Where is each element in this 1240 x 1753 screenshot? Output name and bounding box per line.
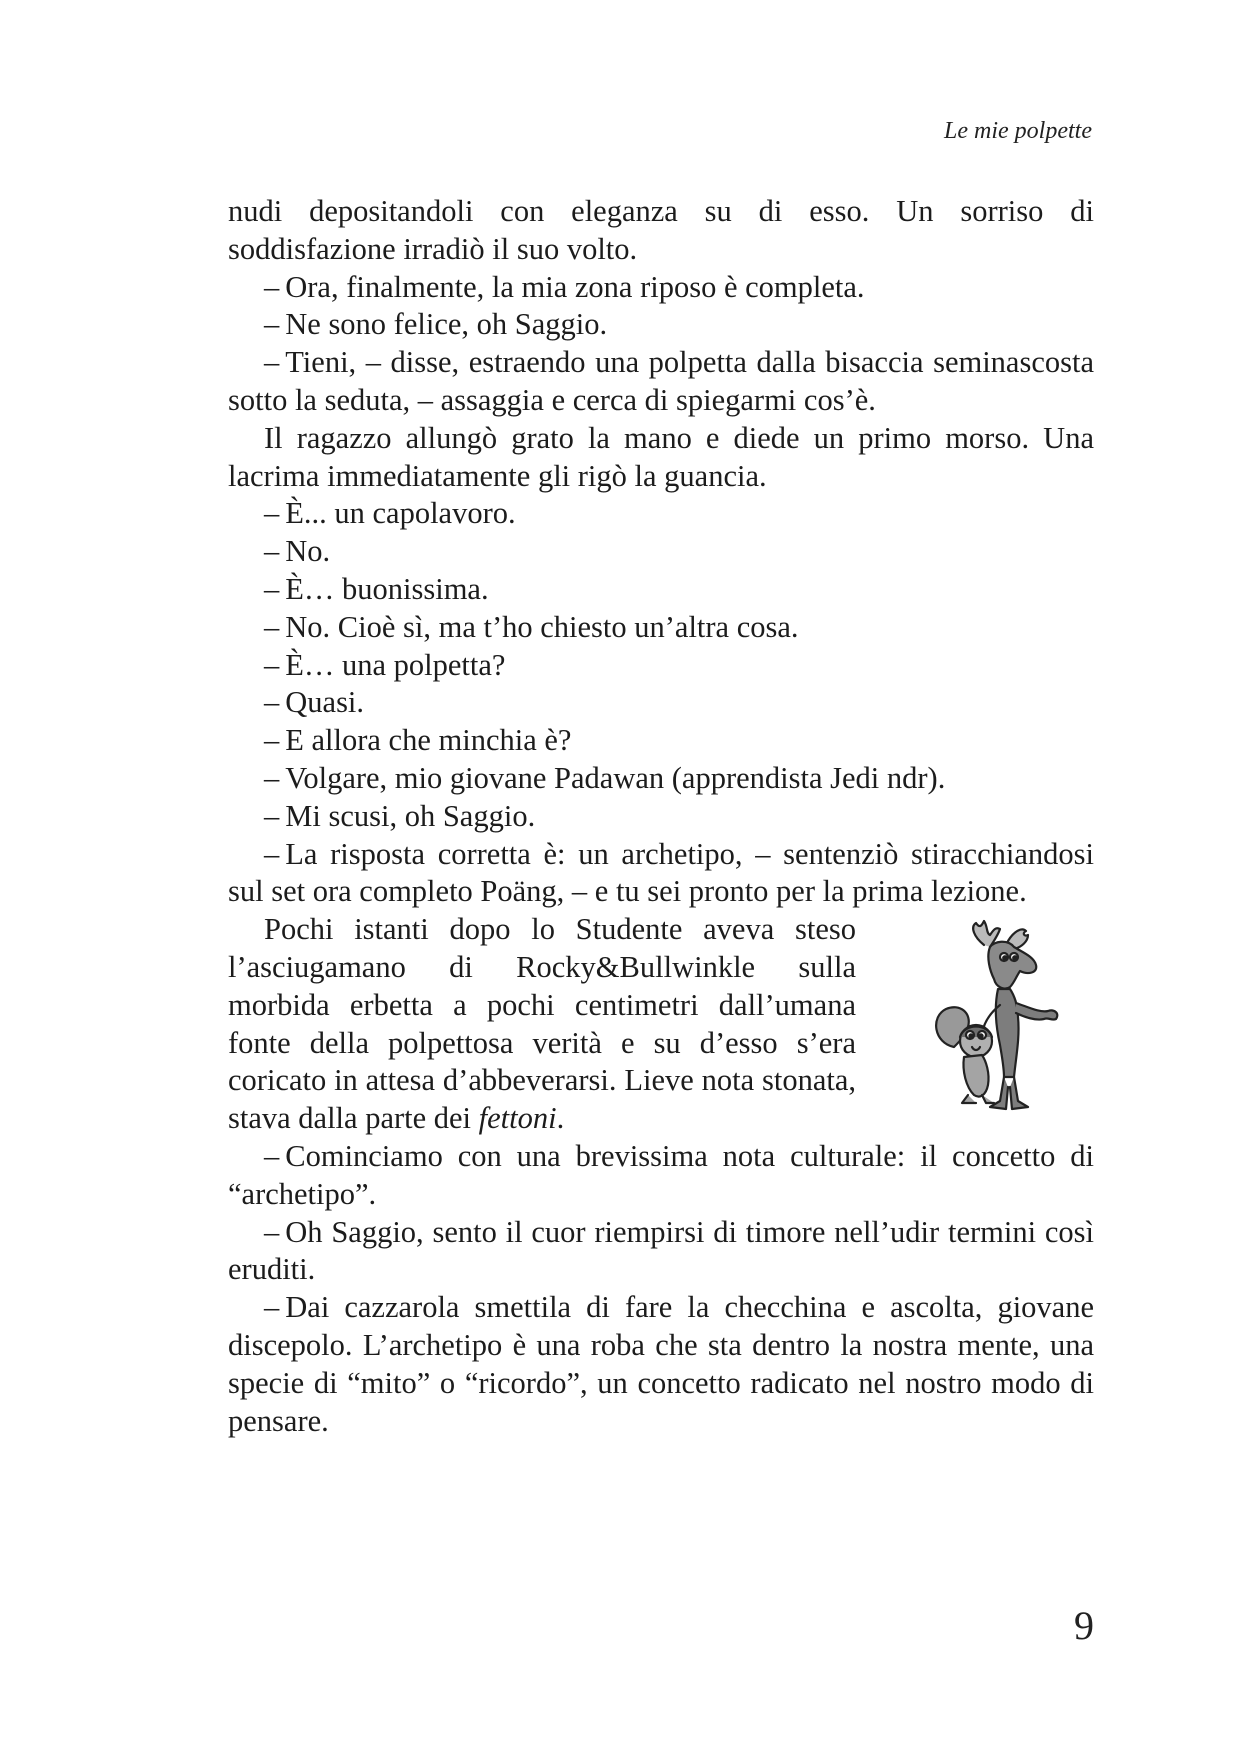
dialogue-line [228,344,1094,420]
italic-word: fettoni [478,1101,557,1136]
paragraph: Il ragazzo allungò grato la mano e diede un primo morso. Una lacrima immediatamente gli rigò la guancia. [228,420,1094,493]
dialogue-text: E allora che minchia è? [285,723,572,758]
dialogue-text: No. [285,534,331,569]
dialogue-text: La risposta corretta è: un archetipo, – sentenziò stiracchiandosi sul set ora completo Poäng, – e tu sei pronto per la prima lezione. [228,836,1094,909]
running-head: Le mie polpette [944,118,1092,144]
dialogue-line [228,269,1094,307]
dialogue-text: Dai cazzarola smettila di fare la checchina e ascolta, giovane discepolo. L’archetipo è una roba che sta dentro la nostra mente, una specie di “mito” o “ricordo”, un concetto radicato nel nostro modo di pensare. [228,1290,1094,1438]
dialogue-dash: – [264,307,280,342]
illustrated-paragraph [228,911,1094,1138]
dialogue-dash: – [264,1214,280,1249]
dialogue-dash: – [264,760,280,795]
dialogue-line [228,1289,1094,1440]
dialogue-line [228,1138,1094,1214]
dialogue-line [228,306,1094,344]
dialogue-text: Cominciamo con una brevissima nota culturale: il concetto di “archetipo”. [228,1138,1094,1211]
dialogue-line [228,684,1094,722]
dialogue-dash: – [264,1138,280,1173]
dialogue-line [228,760,1094,798]
dialogue-text: Ne sono felice, oh Saggio. [285,307,608,342]
dialogue-text: Quasi. [285,685,365,720]
dialogue-line [228,533,1094,571]
dialogue-dash: – [264,836,280,871]
dialogue-dash: – [264,609,280,644]
dialogue-text: Oh Saggio, sento il cuor riempirsi di timore nell’udir termini così eruditi. [228,1214,1094,1287]
dialogue-text: Ora, finalmente, la mia zona riposo è completa. [285,269,865,304]
body-text [228,193,1094,1440]
dialogue-dash: – [264,798,280,833]
dialogue-dash: – [264,269,280,304]
dialogue-dash: – [264,534,280,569]
moose-and-squirrel-illustration [924,917,1094,1117]
dialogue-line [228,722,1094,760]
dialogue-dash: – [264,723,280,758]
dialogue-line [228,798,1094,836]
dialogue-dash: – [264,647,280,682]
dialogue-line [228,495,1094,533]
dialogue-dash: – [264,345,280,380]
cartoon-illustration [856,911,1094,1117]
dialogue-text: No. Cioè sì, ma t’ho chiesto un’altra cosa. [285,609,799,644]
dialogue-dash: – [264,496,280,531]
page-number: 9 [1074,1603,1094,1648]
dialogue-text: È… buonissima. [285,571,489,606]
paragraph-text: Pochi istanti dopo lo Studente aveva steso l’asciugamano di Rocky&Bullwinkle sulla morbida erbetta a pochi centimetri dall’umana fonte della polpettosa verità e su d’esso s’era coricato in attesa d’abbeverarsi. Lieve nota stonata, stava dalla parte dei [228,912,856,1136]
punctuation: . [556,1101,565,1136]
dialogue-text: Volgare, mio giovane Padawan (apprendista Jedi ndr). [285,760,946,795]
dialogue-text: È… una polpetta? [285,647,506,682]
dialogue-dash: – [264,1290,280,1325]
paragraph: nudi depositandoli con eleganza su di esso. Un sorriso di soddisfazione irradiò il suo volto. [228,194,1094,266]
dialogue-text: Tieni, – disse, estraendo una polpetta dalla bisaccia seminascosta sotto la seduta, – assaggia e cerca di spiegarmi cos’è. [228,345,1094,417]
dialogue-line [228,609,1094,647]
paragraph [228,911,856,1138]
dialogue-line [228,1214,1094,1290]
dialogue-line [228,836,1094,912]
dialogue-text: È... un capolavoro. [285,496,516,531]
dialogue-line [228,571,1094,609]
dialogue-dash: – [264,685,280,720]
dialogue-dash: – [264,571,280,606]
dialogue-text: Mi scusi, oh Saggio. [285,798,536,833]
dialogue-line [228,647,1094,685]
